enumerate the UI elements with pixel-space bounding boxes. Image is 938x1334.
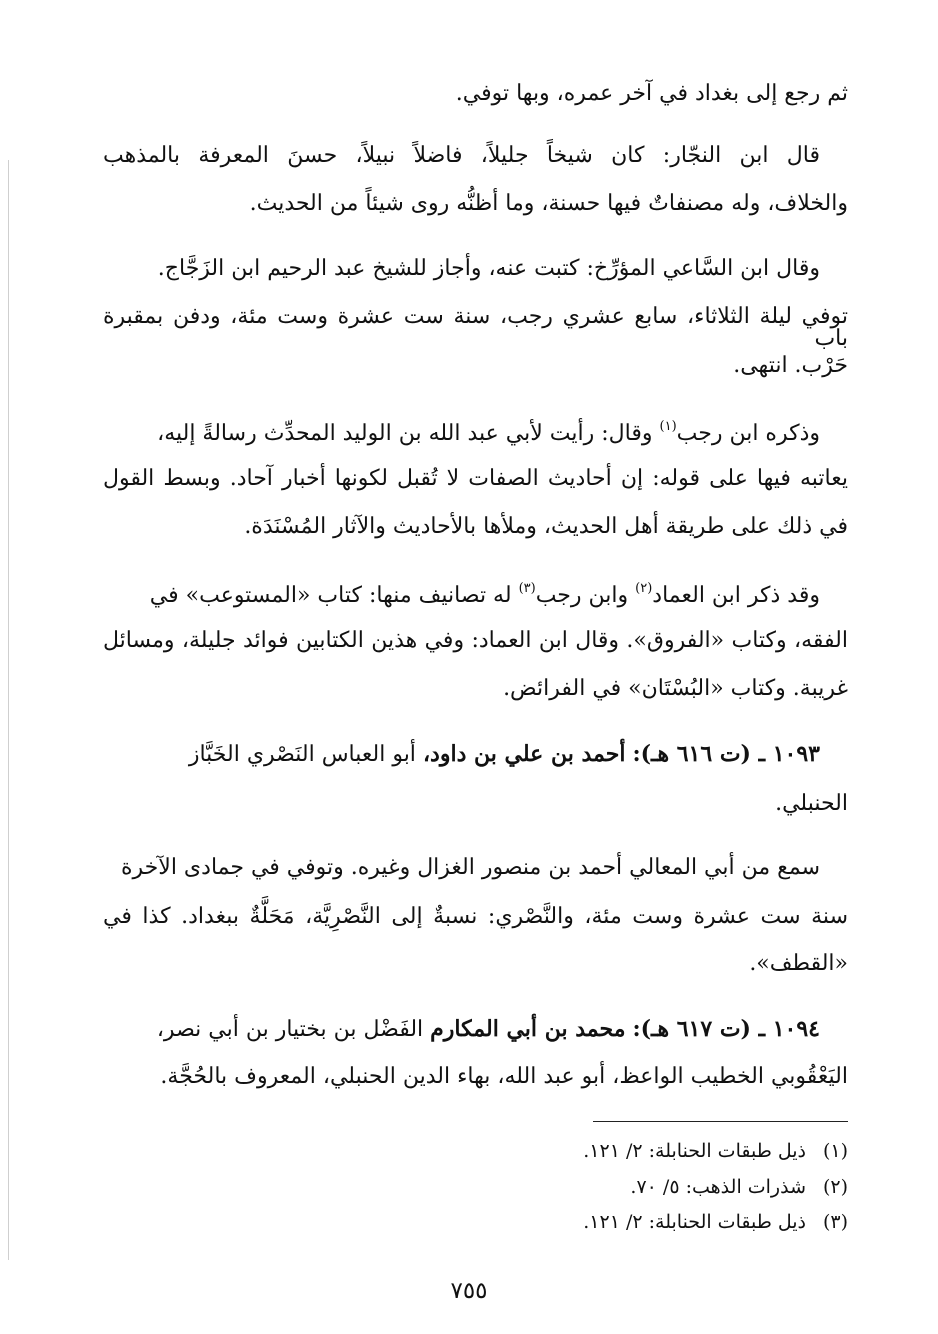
entry-number: ١٠٩٣ ـ (ت ٦١٦ هـ): <box>632 741 820 767</box>
text-line <box>103 420 848 445</box>
entry-name: محمد بن أبي المكارم <box>430 1016 626 1042</box>
footnote-text: شذرات الذهب: ٥/ ٧٠. <box>630 1176 806 1198</box>
entry-heading <box>103 743 848 766</box>
footnote <box>448 1213 848 1232</box>
text-segment: له تصانيف منها: كتاب «المستوعب» في <box>149 583 512 608</box>
text-line: «القطف». <box>749 951 848 976</box>
footnote <box>448 1178 848 1197</box>
text-segment: وقال: رأيت لأبي عبد الله بن الوليد المحدِّث رسالةً إليه، <box>157 421 653 446</box>
scan-edge-line <box>8 160 9 1260</box>
page-number: ٧٥٥ <box>450 1278 488 1304</box>
text-line <box>103 630 848 652</box>
text-line: غريبة. وكتاب «البُسْتَان» في الفرائض. <box>503 676 848 701</box>
text-line-content: الفقه، وكتاب «الفروق». وقال ابن العماد: وفي هذين الكتابين فوائد جليلة، ومسائل <box>103 628 848 653</box>
text-segment: أبو العباس النَصْري الخَبَّاز <box>188 742 416 767</box>
text-line: حَرْب. انتهى. <box>733 353 848 378</box>
text-line <box>103 906 848 928</box>
text-line: اليَعْقُوبي الخطيب الواعظ، أبو عبد الله، بهاء الدين الحنبلي، المعروف بالحُجَّة. <box>160 1064 848 1089</box>
text-line-content: يعاتبه فيها على قوله: إن أحاديث الصفات لا تُقبل لكونها أخبار آحاد. وبسط القول <box>103 466 848 491</box>
text-line: وقال ابن السَّاعي المؤرِّخ: كتبت عنه، وأجاز للشيخ عبد الرحيم ابن الزَجَّاج. <box>157 256 820 281</box>
text-segment: وذكره ابن رجب <box>676 421 820 446</box>
text-line: ثم رجع إلى بغداد في آخر عمره، وبها توفي. <box>455 81 848 106</box>
text-line: سمع من أبي المعالي أحمد بن منصور الغزال وغيره. وتوفي في جمادى الآخرة <box>121 855 820 880</box>
footnote-number: (١) <box>822 1140 848 1162</box>
footnote-text: ذيل طبقات الحنابلة: ٢/ ١٢١. <box>583 1211 806 1233</box>
text-line-content: قال ابن النجّار: كان شيخاً جليلاً، فاضلاً نبيلاً، حسنَ المعرفة بالمذهب <box>103 143 820 168</box>
entry-number: ١٠٩٤ ـ (ت ٦١٧ هـ): <box>632 1016 820 1042</box>
footnote-number: (٢) <box>822 1176 848 1198</box>
text-segment: الفَضْل بن بختيار بن أبي نصر، <box>156 1017 424 1042</box>
text-line: في ذلك على طريقة أهل الحديث، وملأها بالأحاديث والآثار المُسْنَدَة. <box>244 514 848 539</box>
footnote-number: (٣) <box>822 1211 848 1233</box>
footnote-separator <box>593 1121 848 1122</box>
footnote-ref: (١) <box>659 419 677 434</box>
text-line-content: سنة ست عشرة وست مئة، والنَّصْري: نسبةٌ إلى النَّصْرِيَّة، مَحَلَّةٌ ببغداد. كذا في <box>103 904 848 929</box>
text-line: الحنبلي. <box>775 791 848 816</box>
text-line <box>103 145 848 167</box>
text-line <box>103 306 848 350</box>
footnote-text: ذيل طبقات الحنابلة: ٢/ ١٢١. <box>583 1140 806 1162</box>
footnote-ref: (٢) <box>635 581 653 596</box>
text-line-content: توفي ليلة الثلاثاء، سابع عشري رجب، سنة ست عشرة وست مئة، ودفن بمقبرة باب <box>103 304 848 351</box>
text-segment: وابن رجب <box>535 583 629 608</box>
text-line <box>103 468 848 490</box>
text-line <box>103 582 848 607</box>
entry-heading <box>103 1018 848 1041</box>
text-segment: وقد ذكر ابن العماد <box>652 583 820 608</box>
footnote <box>448 1142 848 1161</box>
text-line: والخلاف، وله مصنفاتٌ فيها حسنة، وما أظنُّه روى شيئاً من الحديث. <box>249 191 848 216</box>
entry-name: أحمد بن علي بن داود، <box>422 741 626 767</box>
footnote-ref: (٣) <box>518 581 536 596</box>
